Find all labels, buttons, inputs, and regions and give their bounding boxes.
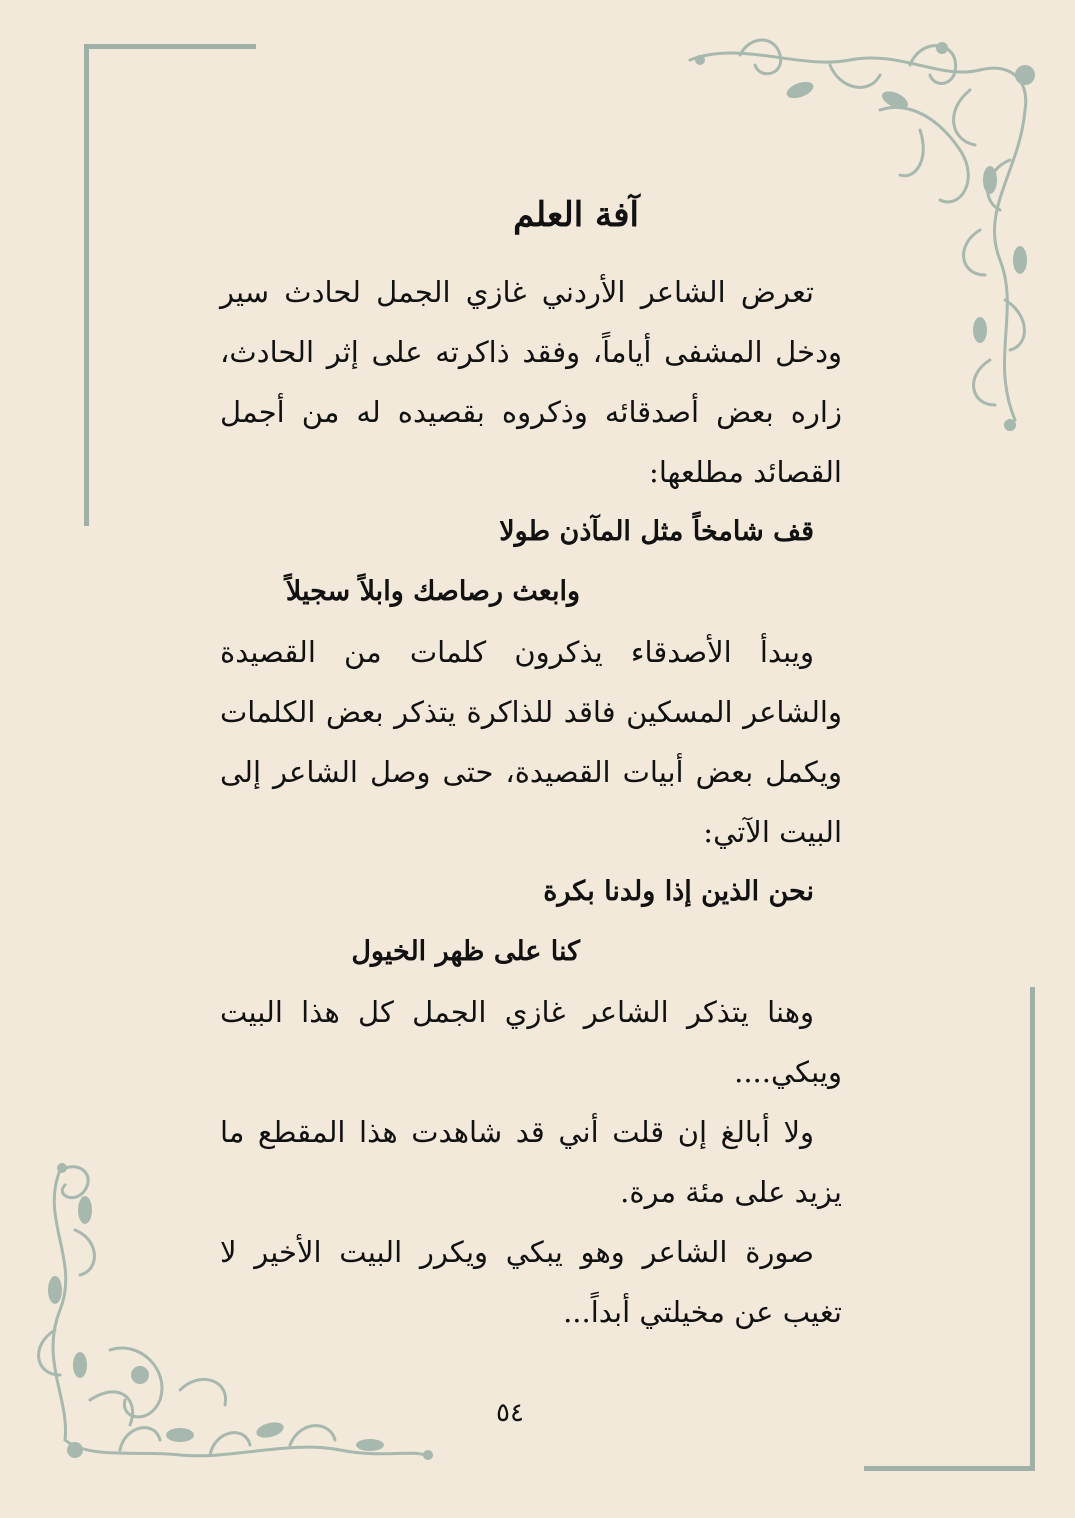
paragraph-watched: ولا أبالغ إن قلت أني قد شاهدت هذا المقطع ما يزيد على مئة مرة. (220, 1115, 842, 1209)
frame-top-left-horizontal (84, 44, 256, 49)
verse-2-first-half: نحن الذين إذا ولدنا بكرة (543, 876, 814, 907)
paragraph-intro: تعرض الشاعر الأردني غازي الجمل لحادث سير ودخل المشفى أياماً، وفقد ذاكرته على إثر الحادث، زاره بعض أصدقائه وذكروه بقصيده له من أجمل القصائد مطلعها: (220, 275, 842, 489)
frame-bottom-right-vertical (1030, 987, 1035, 1471)
page-number: ٥٤ (496, 1398, 524, 1428)
paragraph-remembers: وهنا يتذكر الشاعر غازي الجمل كل هذا البيت ويبكي.... (220, 995, 842, 1089)
verse-2-second-half: كنا على ظهر الخيول (351, 936, 580, 967)
article-body (220, 190, 842, 1342)
paragraph-image: صورة الشاعر وهو يبكي ويكرر البيت الأخير لا تغيب عن مخيلتي أبداً... (220, 1235, 842, 1329)
paragraph-friends: ويبدأ الأصدقاء يذكرون كلمات من القصيدة والشاعر المسكين فاقد للذاكرة يتذكر بعض الكلمات ويكمل بعض أبيات القصيدة، حتى وصل الشاعر إلى البيت الآتي: (220, 635, 842, 849)
page-title: آفة العلم (513, 195, 639, 235)
verse-1-first-half: قف شامخاً مثل المآذن طولا (499, 516, 814, 547)
verse-1-second-half: وابعث رصاصك وابلاً سجيلاً (285, 576, 580, 607)
frame-bottom-right-horizontal (864, 1466, 1035, 1471)
frame-top-left-vertical (84, 44, 89, 526)
